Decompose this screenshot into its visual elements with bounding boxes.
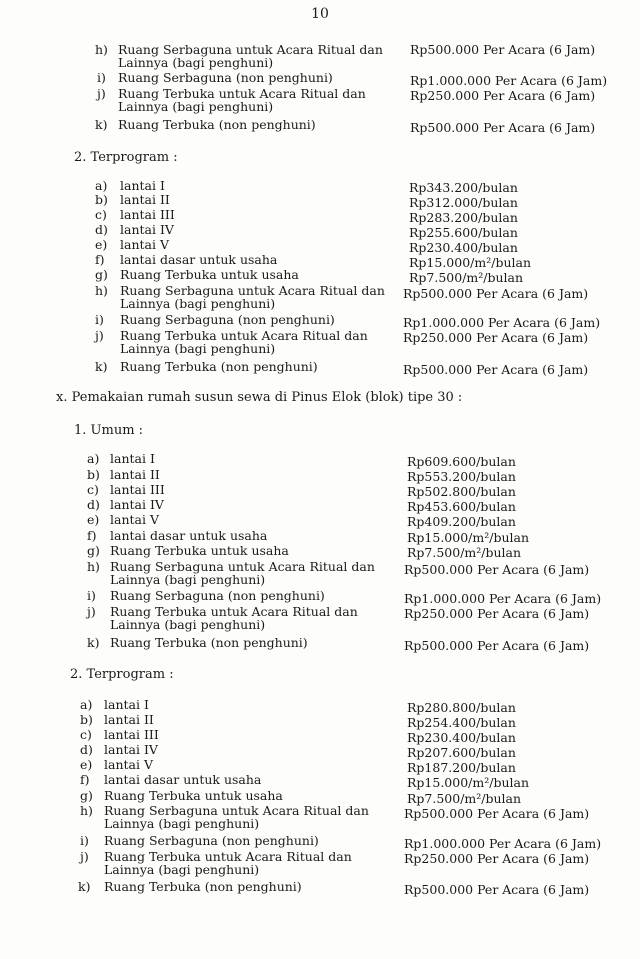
item-letter: k) — [78, 879, 91, 894]
item-price: Rp312.000/bulan — [409, 195, 518, 210]
item-price: Rp280.800/bulan — [407, 700, 516, 715]
item-price: Rp7.500/m²/bulan — [407, 545, 522, 560]
item-letter: e) — [87, 512, 100, 527]
item-letter: c) — [80, 727, 92, 742]
item-label: lantai V — [104, 757, 153, 772]
item-letter: d) — [87, 497, 100, 512]
item-label-cont: Lainnya (bagi penghuni) — [104, 816, 260, 831]
item-price: Rp609.600/bulan — [407, 454, 516, 469]
item-price: Rp15.000/m²/bulan — [407, 530, 529, 545]
item-letter: d) — [95, 222, 108, 237]
item-label: lantai III — [110, 482, 165, 497]
item-label: lantai III — [120, 207, 175, 222]
item-letter: h) — [95, 283, 108, 298]
item-price: Rp255.600/bulan — [409, 225, 518, 240]
item-letter: h) — [80, 803, 93, 818]
item-letter: j) — [97, 86, 106, 101]
item-label: lantai II — [120, 192, 170, 207]
item-label: Ruang Terbuka untuk usaha — [120, 267, 299, 282]
item-letter: a) — [95, 178, 108, 193]
item-letter: j) — [87, 604, 96, 619]
item-label: Ruang Terbuka (non penghuni) — [104, 879, 302, 894]
item-price: Rp15.000/m²/bulan — [407, 775, 529, 790]
item-price: Rp502.800/bulan — [407, 484, 516, 499]
item-letter: b) — [95, 192, 108, 207]
item-label: lantai III — [104, 727, 159, 742]
item-label: lantai II — [110, 467, 160, 482]
item-letter: d) — [80, 742, 93, 757]
item-letter: h) — [95, 42, 108, 57]
item-label: lantai II — [104, 712, 154, 727]
item-letter: g) — [80, 788, 93, 803]
item-label: Ruang Terbuka untuk Acara Ritual dan — [118, 86, 366, 101]
item-price: Rp1.000.000 Per Acara (6 Jam) — [404, 836, 602, 851]
item-label-cont: Lainnya (bagi penghuni) — [104, 862, 260, 877]
item-price: Rp207.600/bulan — [407, 745, 516, 760]
item-label: Ruang Terbuka untuk Acara Ritual dan — [104, 849, 352, 864]
item-letter: c) — [87, 482, 99, 497]
item-label: Ruang Serbaguna (non penghuni) — [118, 70, 333, 85]
item-letter: k) — [87, 635, 100, 650]
item-price: Rp500.000 Per Acara (6 Jam) — [403, 286, 589, 301]
item-label: Ruang Terbuka (non penghuni) — [110, 635, 308, 650]
item-label: Ruang Serbaguna (non penghuni) — [104, 833, 319, 848]
item-letter: f) — [95, 252, 105, 267]
item-label: lantai I — [104, 697, 149, 712]
item-price: Rp250.000 Per Acara (6 Jam) — [410, 88, 596, 103]
item-letter: a) — [87, 451, 100, 466]
section-heading: 2. Terprogram : — [74, 150, 178, 165]
item-label: lantai dasar untuk usaha — [110, 528, 268, 543]
item-letter: k) — [95, 117, 108, 132]
item-price: Rp1.000.000 Per Acara (6 Jam) — [404, 591, 602, 606]
item-price: Rp453.600/bulan — [407, 499, 516, 514]
item-label-cont: Lainnya (bagi penghuni) — [120, 341, 276, 356]
item-label: Ruang Terbuka untuk usaha — [104, 788, 283, 803]
item-label-cont: Lainnya (bagi penghuni) — [118, 99, 274, 114]
item-letter: f) — [80, 772, 90, 787]
item-label: Ruang Serbaguna untuk Acara Ritual dan — [120, 283, 385, 298]
item-letter: b) — [80, 712, 93, 727]
item-label: lantai dasar untuk usaha — [120, 252, 278, 267]
item-price: Rp187.200/bulan — [407, 760, 516, 775]
item-letter: a) — [80, 697, 93, 712]
item-price: Rp500.000 Per Acara (6 Jam) — [404, 562, 590, 577]
item-price: Rp230.400/bulan — [409, 240, 518, 255]
section-heading: 1. Umum : — [74, 423, 144, 438]
item-price: Rp500.000 Per Acara (6 Jam) — [410, 42, 596, 57]
item-letter: c) — [95, 207, 107, 222]
item-price: Rp500.000 Per Acara (6 Jam) — [404, 882, 590, 897]
item-price: Rp500.000 Per Acara (6 Jam) — [403, 362, 589, 377]
item-price: Rp500.000 Per Acara (6 Jam) — [410, 120, 596, 135]
item-label: Ruang Serbaguna untuk Acara Ritual dan — [110, 559, 375, 574]
item-price: Rp250.000 Per Acara (6 Jam) — [404, 606, 590, 621]
item-price: Rp500.000 Per Acara (6 Jam) — [404, 806, 590, 821]
item-label: lantai IV — [104, 742, 158, 757]
item-letter: i) — [87, 588, 96, 603]
item-label: Ruang Terbuka untuk usaha — [110, 543, 289, 558]
item-label: lantai IV — [110, 497, 164, 512]
item-price: Rp7.500/m²/bulan — [409, 270, 524, 285]
item-label-cont: Lainnya (bagi penghuni) — [118, 55, 274, 70]
item-price: Rp250.000 Per Acara (6 Jam) — [404, 851, 590, 866]
item-price: Rp7.500/m²/bulan — [407, 791, 522, 806]
item-letter: i) — [80, 833, 89, 848]
item-label: Ruang Serbaguna untuk Acara Ritual dan — [104, 803, 369, 818]
item-label: Ruang Terbuka (non penghuni) — [120, 359, 318, 374]
item-label: Ruang Terbuka untuk Acara Ritual dan — [120, 328, 368, 343]
item-label: Ruang Serbaguna untuk Acara Ritual dan — [118, 42, 383, 57]
item-label: Ruang Terbuka (non penghuni) — [118, 117, 316, 132]
item-label: Ruang Terbuka untuk Acara Ritual dan — [110, 604, 358, 619]
item-price: Rp409.200/bulan — [407, 514, 516, 529]
item-price: Rp230.400/bulan — [407, 730, 516, 745]
item-label-cont: Lainnya (bagi penghuni) — [110, 617, 266, 632]
item-price: Rp15.000/m²/bulan — [409, 255, 531, 270]
item-label-cont: Lainnya (bagi penghuni) — [110, 572, 266, 587]
item-label: Ruang Serbaguna (non penghuni) — [110, 588, 325, 603]
item-label: lantai V — [120, 237, 169, 252]
item-letter: e) — [80, 757, 93, 772]
section-x-heading: x. Pemakaian rumah susun sewa di Pinus Elok (blok) tipe 30 : — [56, 390, 463, 405]
item-letter: j) — [80, 849, 89, 864]
item-price: Rp343.200/bulan — [409, 180, 518, 195]
item-label: lantai I — [120, 178, 165, 193]
item-price: Rp553.200/bulan — [407, 469, 516, 484]
item-label: lantai I — [110, 451, 155, 466]
item-letter: i) — [95, 312, 104, 327]
item-letter: b) — [87, 467, 100, 482]
item-label: Ruang Serbaguna (non penghuni) — [120, 312, 335, 327]
item-label: lantai IV — [120, 222, 174, 237]
item-price: Rp283.200/bulan — [409, 210, 518, 225]
item-letter: k) — [95, 359, 108, 374]
section-heading: 2. Terprogram : — [70, 667, 174, 682]
item-price: Rp1.000.000 Per Acara (6 Jam) — [410, 73, 608, 88]
page-number: 10 — [311, 6, 329, 22]
item-letter: f) — [87, 528, 97, 543]
item-price: Rp500.000 Per Acara (6 Jam) — [404, 638, 590, 653]
item-label: lantai dasar untuk usaha — [104, 772, 262, 787]
item-label: lantai V — [110, 512, 159, 527]
item-letter: j) — [95, 328, 104, 343]
item-price: Rp250.000 Per Acara (6 Jam) — [403, 330, 589, 345]
item-price: Rp1.000.000 Per Acara (6 Jam) — [403, 315, 601, 330]
item-letter: h) — [87, 559, 100, 574]
item-letter: g) — [95, 267, 108, 282]
item-letter: g) — [87, 543, 100, 558]
item-price: Rp254.400/bulan — [407, 715, 516, 730]
item-label-cont: Lainnya (bagi penghuni) — [120, 296, 276, 311]
item-letter: e) — [95, 237, 108, 252]
item-letter: i) — [97, 70, 106, 85]
